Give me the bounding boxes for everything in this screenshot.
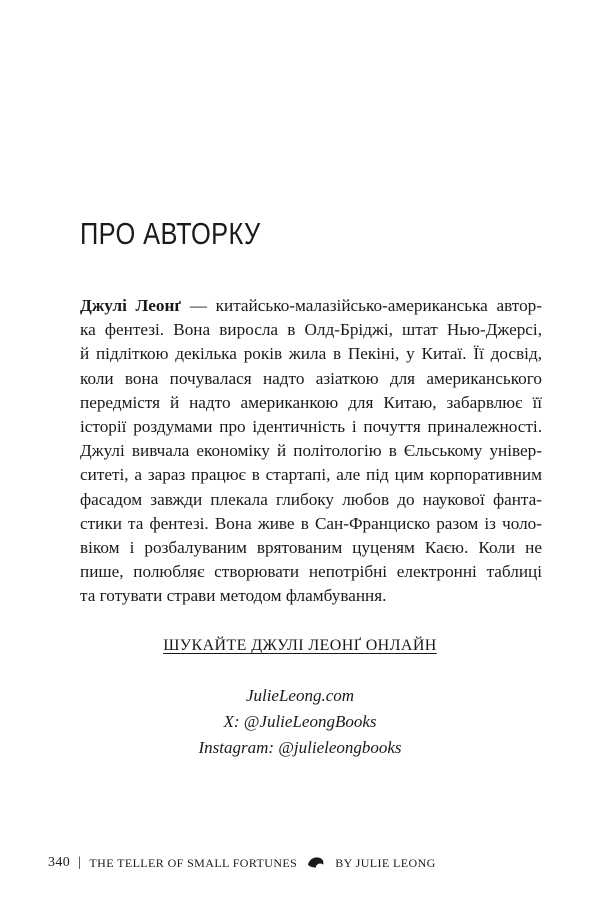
bio-line: ка фентезі. Вона виросла в Олд-Бріджі, штат Нью-Джерсі, — [80, 320, 542, 340]
footer-separator: | — [78, 855, 82, 870]
author-bio — [80, 294, 542, 608]
bio-line: передмістя й надто американкою для Китаю, забарвлює її — [80, 392, 542, 412]
byline: BY JULIE LEONG — [335, 855, 436, 870]
fortune-cookie-icon — [307, 856, 325, 870]
bio-line: історії роздумами про ідентичність і почуття приналежності. — [80, 416, 542, 436]
bio-line: Джулі Леонґ — китайсько-малазійсько-американська автор- — [80, 296, 542, 315]
online-links — [0, 683, 600, 761]
bio-line: й підліткою декілька років жила в Пекіні, у Китаї. Її досвід, — [80, 344, 542, 364]
bio-line: стики та фентезі. Вона живе в Сан-Франциско разом із чоло- — [80, 513, 542, 533]
page-footer — [48, 855, 436, 871]
author-name: Джулі Леонґ — [80, 296, 182, 315]
bio-line: пише, полюбляє створювати непотрібні електронні таблиці — [80, 562, 542, 582]
bio-line: Джулі вивчала економіку й політологію в Єльському універ- — [80, 441, 542, 461]
website-link[interactable]: JulieLeong.com — [245, 686, 355, 705]
book-title: THE TELLER OF SMALL FORTUNES — [89, 855, 298, 870]
bio-line: та готувати страви методом фламбування. — [80, 586, 387, 606]
page-title: ПРО АВТОРКУ — [80, 216, 261, 251]
bio-line: коли вона почувалася надто азіаткою для американського — [80, 368, 542, 388]
page-number: 340 — [48, 855, 71, 870]
x-handle-link[interactable]: X: @JulieLeongBooks — [223, 712, 377, 731]
bio-line: фасадом завжди плекала глибоку любов до наукової фанта- — [80, 489, 542, 509]
bio-line: віком і розбалуваним врятованим цуценям Каєю. Коли не — [80, 537, 542, 557]
bio-line: ситеті, а зараз працює в стартапі, але під цим корпоративним — [80, 465, 542, 485]
instagram-handle-link[interactable]: Instagram: @julieleongbooks — [198, 738, 402, 757]
online-heading: ШУКАЙТЕ ДЖУЛІ ЛЕОНҐ ОНЛАЙН — [163, 637, 437, 654]
